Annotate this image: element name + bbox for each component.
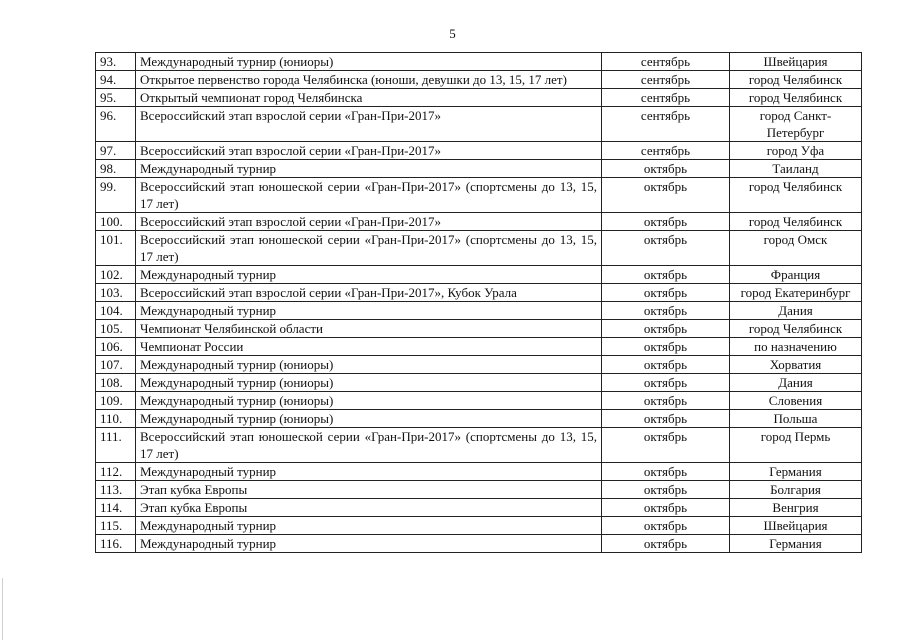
event-place: Германия: [730, 535, 862, 553]
event-place: Франция: [730, 266, 862, 284]
event-month: октябрь: [602, 463, 730, 481]
event-month: октябрь: [602, 178, 730, 213]
row-number: 113.: [96, 481, 136, 499]
events-table-body: [96, 53, 862, 553]
event-place: Польша: [730, 410, 862, 428]
row-number: 96.: [96, 107, 136, 142]
row-number: 94.: [96, 71, 136, 89]
event-place: Венгрия: [730, 499, 862, 517]
event-name: Всероссийский этап юношеской серии «Гран-При-2017» (спортсмены до 13, 15, 17 лет): [136, 178, 602, 213]
event-month: сентябрь: [602, 142, 730, 160]
event-month: октябрь: [602, 428, 730, 463]
event-place: Хорватия: [730, 356, 862, 374]
event-month: октябрь: [602, 231, 730, 266]
table-row: [96, 428, 862, 463]
table-row: [96, 302, 862, 320]
table-row: [96, 107, 862, 142]
events-table: [95, 52, 862, 553]
row-number: 114.: [96, 499, 136, 517]
row-number: 106.: [96, 338, 136, 356]
row-number: 105.: [96, 320, 136, 338]
event-place: город Челябинск: [730, 320, 862, 338]
table-row: [96, 284, 862, 302]
event-month: октябрь: [602, 374, 730, 392]
event-name: Международный турнир (юниоры): [136, 392, 602, 410]
row-number: 102.: [96, 266, 136, 284]
row-number: 107.: [96, 356, 136, 374]
event-place: Дания: [730, 374, 862, 392]
event-month: октябрь: [602, 517, 730, 535]
event-month: октябрь: [602, 392, 730, 410]
event-name: Всероссийский этап юношеской серии «Гран-При-2017» (спортсмены до 13, 15, 17 лет): [136, 231, 602, 266]
event-place: Германия: [730, 463, 862, 481]
row-number: 109.: [96, 392, 136, 410]
event-place: город Уфа: [730, 142, 862, 160]
event-month: октябрь: [602, 160, 730, 178]
event-month: октябрь: [602, 320, 730, 338]
table-row: [96, 392, 862, 410]
table-row: [96, 89, 862, 107]
table-row: [96, 338, 862, 356]
event-name: Международный турнир: [136, 463, 602, 481]
event-month: октябрь: [602, 302, 730, 320]
event-month: сентябрь: [602, 71, 730, 89]
table-row: [96, 160, 862, 178]
row-number: 95.: [96, 89, 136, 107]
event-name: Международный турнир: [136, 535, 602, 553]
event-place: город Омск: [730, 231, 862, 266]
table-row: [96, 374, 862, 392]
event-name: Международный турнир (юниоры): [136, 374, 602, 392]
event-place: Словения: [730, 392, 862, 410]
row-number: 108.: [96, 374, 136, 392]
table-row: [96, 231, 862, 266]
event-name: Всероссийский этап юношеской серии «Гран-При-2017» (спортсмены до 13, 15, 17 лет): [136, 428, 602, 463]
row-number: 104.: [96, 302, 136, 320]
event-month: октябрь: [602, 499, 730, 517]
event-month: сентябрь: [602, 53, 730, 71]
event-place: город Санкт-Петербург: [730, 107, 862, 142]
event-month: октябрь: [602, 213, 730, 231]
event-name: Чемпионат Челябинской области: [136, 320, 602, 338]
event-month: сентябрь: [602, 107, 730, 142]
row-number: 100.: [96, 213, 136, 231]
event-name: Международный турнир: [136, 302, 602, 320]
event-place: Швейцария: [730, 517, 862, 535]
event-name: Международный турнир: [136, 517, 602, 535]
event-name: Всероссийский этап взрослой серии «Гран-При-2017»: [136, 142, 602, 160]
event-place: город Челябинск: [730, 71, 862, 89]
event-name: Открытое первенство города Челябинска (юноши, девушки до 13, 15, 17 лет): [136, 71, 602, 89]
event-name: Международный турнир: [136, 266, 602, 284]
event-month: октябрь: [602, 535, 730, 553]
event-name: Открытый чемпионат город Челябинска: [136, 89, 602, 107]
event-month: октябрь: [602, 338, 730, 356]
event-month: октябрь: [602, 481, 730, 499]
event-place: Болгария: [730, 481, 862, 499]
table-row: [96, 142, 862, 160]
table-row: [96, 178, 862, 213]
table-row: [96, 213, 862, 231]
table-row: [96, 535, 862, 553]
table-row: [96, 320, 862, 338]
table-row: [96, 463, 862, 481]
event-place: Швейцария: [730, 53, 862, 71]
event-place: город Екатеринбург: [730, 284, 862, 302]
table-row: [96, 356, 862, 374]
event-name: Международный турнир (юниоры): [136, 356, 602, 374]
table-row: [96, 481, 862, 499]
event-name: Этап кубка Европы: [136, 481, 602, 499]
event-month: сентябрь: [602, 89, 730, 107]
event-place: город Челябинск: [730, 178, 862, 213]
event-name: Всероссийский этап взрослой серии «Гран-При-2017», Кубок Урала: [136, 284, 602, 302]
event-place: город Пермь: [730, 428, 862, 463]
event-month: октябрь: [602, 284, 730, 302]
table-row: [96, 499, 862, 517]
event-month: октябрь: [602, 356, 730, 374]
table-row: [96, 266, 862, 284]
scan-margin-line: [2, 578, 3, 640]
event-name: Всероссийский этап взрослой серии «Гран-При-2017»: [136, 213, 602, 231]
row-number: 111.: [96, 428, 136, 463]
table-row: [96, 71, 862, 89]
event-name: Международный турнир (юниоры): [136, 410, 602, 428]
event-month: октябрь: [602, 266, 730, 284]
event-name: Международный турнир: [136, 160, 602, 178]
row-number: 101.: [96, 231, 136, 266]
row-number: 103.: [96, 284, 136, 302]
table-row: [96, 517, 862, 535]
event-place: Дания: [730, 302, 862, 320]
event-place: город Челябинск: [730, 89, 862, 107]
table-row: [96, 53, 862, 71]
row-number: 115.: [96, 517, 136, 535]
table-row: [96, 410, 862, 428]
row-number: 98.: [96, 160, 136, 178]
event-name: Чемпионат России: [136, 338, 602, 356]
event-place: по назначению: [730, 338, 862, 356]
row-number: 93.: [96, 53, 136, 71]
event-place: город Челябинск: [730, 213, 862, 231]
row-number: 110.: [96, 410, 136, 428]
row-number: 116.: [96, 535, 136, 553]
row-number: 99.: [96, 178, 136, 213]
page-number: 5: [449, 26, 456, 41]
event-month: октябрь: [602, 410, 730, 428]
event-name: Международный турнир (юниоры): [136, 53, 602, 71]
event-place: Таиланд: [730, 160, 862, 178]
row-number: 97.: [96, 142, 136, 160]
event-name: Всероссийский этап взрослой серии «Гран-При-2017»: [136, 107, 602, 142]
row-number: 112.: [96, 463, 136, 481]
event-name: Этап кубка Европы: [136, 499, 602, 517]
